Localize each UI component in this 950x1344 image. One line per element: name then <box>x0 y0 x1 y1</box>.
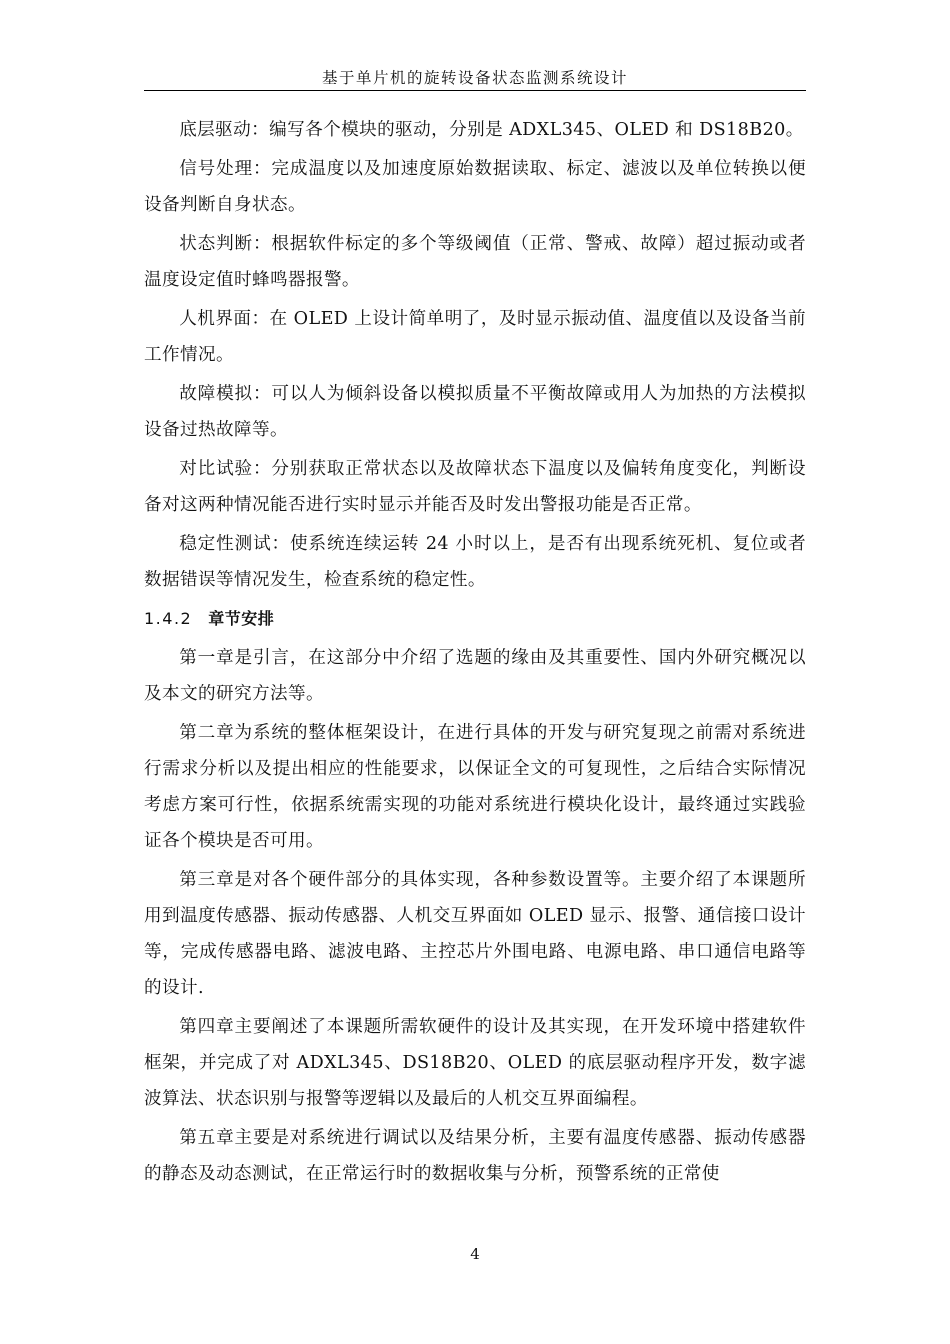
section-number: 1.4.2 <box>144 609 193 628</box>
paragraph-chapter-3: 第三章是对各个硬件部分的具体实现，各种参数设置等。主要介绍了本课题所用到温度传感器、振动传感器、人机交互界面如 OLED 显示、报警、通信接口设计等，完成传感器电路、滤波电路、主控芯片外围电路、电源电路、串口通信电路等的设计. <box>144 870 806 998</box>
page-body <box>144 112 806 1195</box>
running-header: 基于单片机的旋转设备状态监测系统设计 <box>321 69 628 87</box>
paragraph-human-interface: 人机界面：在 OLED 上设计简单明了，及时显示振动值、温度值以及设备当前工作情况。 <box>144 309 806 365</box>
paragraph-comparison-test: 对比试验：分别获取正常状态以及故障状态下温度以及偏转角度变化，判断设备对这两种情况能否进行实时显示并能否及时发出警报功能是否正常。 <box>144 459 806 515</box>
section-heading <box>144 601 806 637</box>
paragraph-stability-test: 稳定性测试：使系统连续运转 24 小时以上，是否有出现系统死机、复位或者数据错误等情况发生，检查系统的稳定性。 <box>144 534 806 590</box>
paragraph-chapter-1: 第一章是引言，在这部分中介绍了选题的缘由及其重要性、国内外研究概况以及本文的研究方法等。 <box>144 648 806 704</box>
paragraph-chapter-5: 第五章主要是对系统进行调试以及结果分析，主要有温度传感器、振动传感器的静态及动态测试，在正常运行时的数据收集与分析，预警系统的正常使 <box>144 1128 806 1184</box>
page-number: 4 <box>470 1245 480 1263</box>
paragraph-signal-processing: 信号处理：完成温度以及加速度原始数据读取、标定、滤波以及单位转换以便设备判断自身状态。 <box>144 159 806 215</box>
paragraph-fault-simulation: 故障模拟：可以人为倾斜设备以模拟质量不平衡故障或用人为加热的方法模拟设备过热故障等。 <box>144 384 806 440</box>
paragraph-chapter-4: 第四章主要阐述了本课题所需软硬件的设计及其实现，在开发环境中搭建软件框架，并完成了对 ADXL345、DS18B20、OLED 的底层驱动程序开发，数字滤波算法、状态识别与报警等逻辑以及最后的人机交互界面编程。 <box>144 1017 806 1109</box>
paragraph-low-level-driver: 底层驱动：编写各个模块的驱动，分别是 ADXL345、OLED 和 DS18B20。 <box>179 120 804 140</box>
paragraph-state-judgment: 状态判断：根据软件标定的多个等级阈值（正常、警戒、故障）超过振动或者温度设定值时蜂鸣器报警。 <box>144 234 806 290</box>
section-title: 章节安排 <box>208 609 275 628</box>
header-divider <box>144 90 806 91</box>
paragraph-chapter-2: 第二章为系统的整体框架设计，在进行具体的开发与研究复现之前需对系统进行需求分析以及提出相应的性能要求，以保证全文的可复现性，之后结合实际情况考虑方案可行性，依据系统需实现的功能对系统进行模块化设计，最终通过实践验证各个模块是否可用。 <box>144 723 806 851</box>
